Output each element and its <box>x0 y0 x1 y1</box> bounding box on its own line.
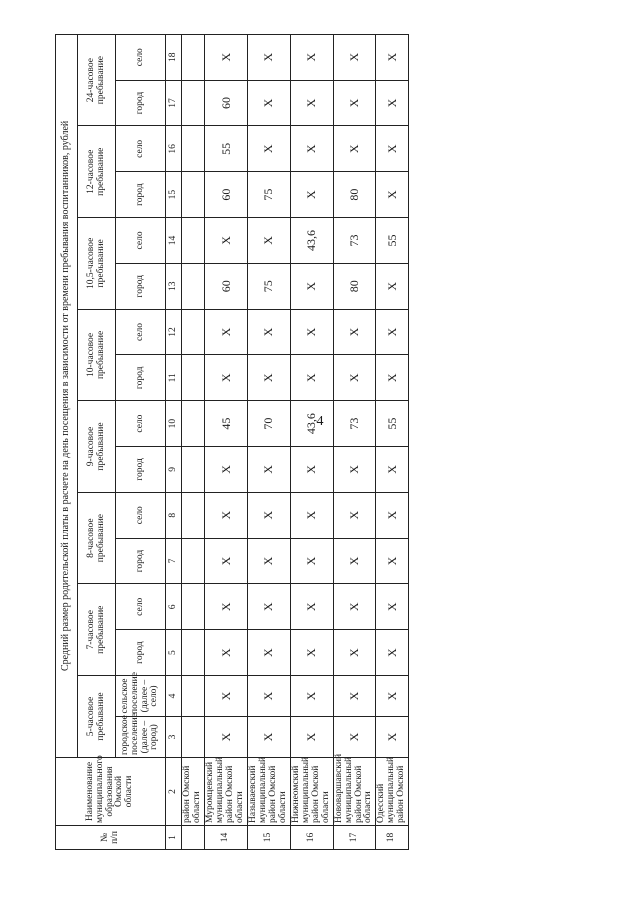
fee-cell: Х <box>290 538 333 584</box>
header-village: село <box>116 401 166 447</box>
fee-cell <box>182 263 205 309</box>
fee-cell: Х <box>290 630 333 676</box>
fee-cell: Х <box>333 676 376 717</box>
fee-cell: Х <box>333 355 376 401</box>
fee-cell: Х <box>247 309 290 355</box>
fee-cell: Х <box>290 34 333 80</box>
fee-cell <box>182 447 205 493</box>
fee-cell: Х <box>247 34 290 80</box>
column-number: 18 <box>166 34 182 80</box>
fee-cell: Х <box>376 309 409 355</box>
fee-cell: 73 <box>333 401 376 447</box>
row-number: 14 <box>204 826 247 850</box>
fee-cell <box>182 401 205 447</box>
rotated-table-area <box>55 35 407 850</box>
column-number: 6 <box>166 584 182 630</box>
fee-cell: 43,6 <box>290 218 333 264</box>
fee-cell: Х <box>290 676 333 717</box>
header-city: город <box>116 447 166 493</box>
header-stay-9h: 9-часовое пребывание <box>78 401 116 493</box>
fee-cell: Х <box>247 584 290 630</box>
fee-cell: Х <box>204 584 247 630</box>
fee-cell: Х <box>333 34 376 80</box>
row-number: 15 <box>247 826 290 850</box>
parent-fee-table <box>55 34 409 850</box>
header-stay-5h: 5-часовое пребывание <box>78 676 116 758</box>
fee-cell: 45 <box>204 401 247 447</box>
municipality-name: Нововаршавский муниципальный район Омской области <box>333 758 376 826</box>
header-village: село <box>116 492 166 538</box>
fee-cell: Х <box>333 584 376 630</box>
column-numbers-row <box>166 34 182 849</box>
fee-cell <box>182 309 205 355</box>
fee-cell: Х <box>376 676 409 717</box>
row-number: 17 <box>333 826 376 850</box>
fee-cell: Х <box>333 447 376 493</box>
fee-cell: Х <box>247 447 290 493</box>
column-number: 3 <box>166 717 182 758</box>
column-number: 11 <box>166 355 182 401</box>
header-stay-12h: 12-часовое пребывание <box>78 126 116 218</box>
header-city: город <box>116 538 166 584</box>
fee-cell: Х <box>376 126 409 172</box>
fee-cell: Х <box>290 584 333 630</box>
column-number: 13 <box>166 263 182 309</box>
fee-cell: 75 <box>247 263 290 309</box>
fee-cell: Х <box>247 492 290 538</box>
fee-cell: 55 <box>376 218 409 264</box>
column-number: 10 <box>166 401 182 447</box>
fee-cell <box>182 538 205 584</box>
fee-cell: Х <box>204 676 247 717</box>
fee-cell <box>182 126 205 172</box>
header-city: город <box>116 263 166 309</box>
fee-cell <box>182 218 205 264</box>
column-number: 8 <box>166 492 182 538</box>
fee-cell: Х <box>376 447 409 493</box>
table-body <box>182 34 409 849</box>
fee-cell: Х <box>247 355 290 401</box>
header-village: село <box>116 218 166 264</box>
column-number: 4 <box>166 676 182 717</box>
header-city: город <box>116 630 166 676</box>
fee-cell: Х <box>376 80 409 126</box>
fee-cell: Х <box>333 80 376 126</box>
fee-cell: Х <box>376 172 409 218</box>
column-number: 7 <box>166 538 182 584</box>
fee-cell: Х <box>290 80 333 126</box>
header-name: Наименование муниципального образования Омской области <box>56 758 166 826</box>
table-row <box>376 34 409 849</box>
municipality-name: Называевский муниципальный район Омской области <box>247 758 290 826</box>
header-city-5h: городское поселение (далее – город) <box>116 717 166 758</box>
fee-cell <box>182 34 205 80</box>
fee-cell: Х <box>376 263 409 309</box>
fee-cell: Х <box>290 355 333 401</box>
fee-cell: Х <box>247 676 290 717</box>
fee-cell: Х <box>204 630 247 676</box>
fee-cell: Х <box>247 630 290 676</box>
column-number: 12 <box>166 309 182 355</box>
fee-cell: Х <box>376 717 409 758</box>
fee-cell <box>182 172 205 218</box>
fee-cell: 55 <box>376 401 409 447</box>
fee-cell <box>182 80 205 126</box>
table-row <box>182 34 205 849</box>
header-stay-7h: 7-часовое пребывание <box>78 584 116 676</box>
header-village: село <box>116 126 166 172</box>
fee-cell: Х <box>333 309 376 355</box>
fee-cell <box>182 584 205 630</box>
header-village: село <box>116 34 166 80</box>
header-stay-10h: 10-часовое пребывание <box>78 309 116 401</box>
column-number: 17 <box>166 80 182 126</box>
municipality-name: Муромцевский муниципальный район Омской области <box>204 758 247 826</box>
fee-cell: 73 <box>333 218 376 264</box>
column-number: 5 <box>166 630 182 676</box>
fee-cell: Х <box>290 447 333 493</box>
fee-cell: Х <box>290 172 333 218</box>
column-number: 15 <box>166 172 182 218</box>
fee-cell: Х <box>290 263 333 309</box>
row-number: 16 <box>290 826 333 850</box>
fee-cell <box>182 492 205 538</box>
table-row <box>290 34 333 849</box>
fee-cell: Х <box>204 447 247 493</box>
municipality-name: район Омской области <box>182 758 205 826</box>
fee-cell <box>182 717 205 758</box>
fee-cell <box>182 676 205 717</box>
fee-cell: Х <box>204 492 247 538</box>
table-row <box>247 34 290 849</box>
fee-cell: Х <box>204 218 247 264</box>
fee-cell: Х <box>376 492 409 538</box>
fee-cell: Х <box>290 309 333 355</box>
column-number: 16 <box>166 126 182 172</box>
fee-cell: Х <box>204 309 247 355</box>
fee-cell: Х <box>204 355 247 401</box>
fee-cell: 60 <box>204 263 247 309</box>
fee-cell: Х <box>376 355 409 401</box>
header-village: село <box>116 584 166 630</box>
fee-cell: 75 <box>247 172 290 218</box>
column-number: 2 <box>166 758 182 826</box>
fee-cell: 55 <box>204 126 247 172</box>
header-village: село <box>116 309 166 355</box>
header-village-5h: сельское поселение (далее – село) <box>116 676 166 717</box>
fee-cell: Х <box>204 717 247 758</box>
column-number: 9 <box>166 447 182 493</box>
fee-cell: Х <box>333 538 376 584</box>
row-number: 18 <box>376 826 409 850</box>
fee-cell <box>182 355 205 401</box>
fee-cell: Х <box>376 34 409 80</box>
fee-cell: Х <box>333 492 376 538</box>
table-row <box>333 34 376 849</box>
fee-cell: Х <box>290 126 333 172</box>
header-num: № п/п <box>56 826 166 850</box>
fee-cell: Х <box>376 538 409 584</box>
column-number: 1 <box>166 826 182 850</box>
fee-cell: 60 <box>204 80 247 126</box>
fee-cell: 80 <box>333 263 376 309</box>
table-wrap <box>55 35 407 850</box>
page-number: 4 <box>316 414 324 429</box>
fee-cell: 43,6 <box>290 401 333 447</box>
fee-cell: 80 <box>333 172 376 218</box>
fee-cell: Х <box>247 126 290 172</box>
fee-cell: 60 <box>204 172 247 218</box>
row-number <box>182 826 205 850</box>
table-caption: Средний размер родительской платы в расчете на день посещения в зависимости от времени пребывания воспитанников, рублей <box>56 34 78 757</box>
fee-cell: Х <box>333 126 376 172</box>
header-city: город <box>116 355 166 401</box>
header-city: город <box>116 80 166 126</box>
header-city: город <box>116 172 166 218</box>
fee-cell: 70 <box>247 401 290 447</box>
fee-cell: Х <box>376 630 409 676</box>
header-stay-24h: 24-часовое пребывание <box>78 34 116 126</box>
municipality-name: Нижнеомский муниципальный район Омской области <box>290 758 333 826</box>
header-stay-10-5h: 10,5-часовое пребывание <box>78 218 116 310</box>
fee-cell: Х <box>290 492 333 538</box>
fee-cell: Х <box>204 538 247 584</box>
fee-cell: Х <box>333 717 376 758</box>
fee-cell: Х <box>290 717 333 758</box>
table-row <box>204 34 247 849</box>
header-stay-8h: 8-часовое пребывание <box>78 492 116 584</box>
fee-cell: Х <box>204 34 247 80</box>
fee-cell <box>182 630 205 676</box>
fee-cell: Х <box>376 584 409 630</box>
fee-cell: Х <box>247 717 290 758</box>
fee-cell: Х <box>333 630 376 676</box>
fee-cell: Х <box>247 80 290 126</box>
fee-cell: Х <box>247 538 290 584</box>
table-head <box>56 34 182 849</box>
column-number: 14 <box>166 218 182 264</box>
municipality-name: Одесский муниципальный район Омской <box>376 758 409 826</box>
fee-cell: Х <box>247 218 290 264</box>
